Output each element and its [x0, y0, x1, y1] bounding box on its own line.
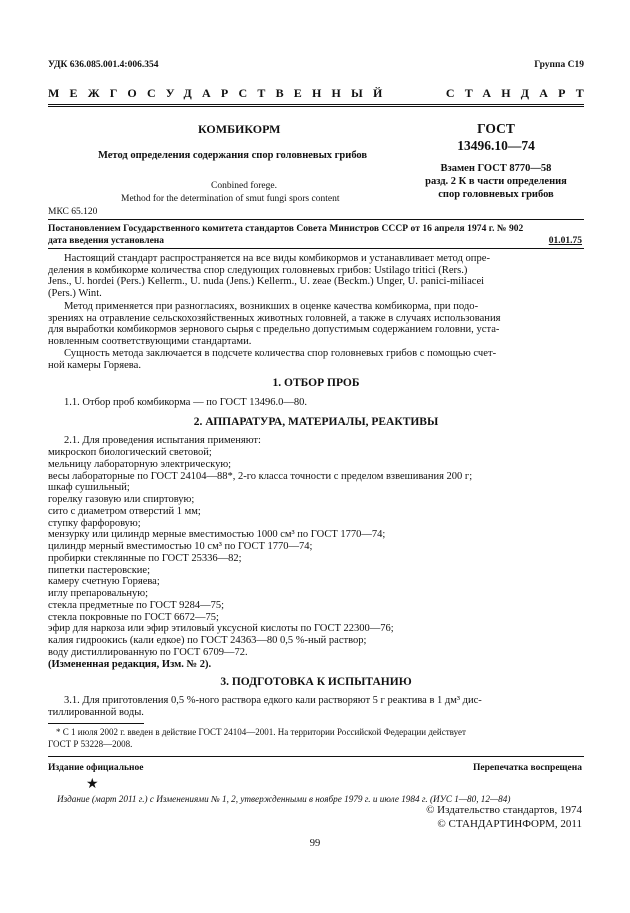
- intro-paragraph-3: [48, 348, 584, 371]
- intro-paragraph-1: [48, 253, 584, 299]
- banner-left: МЕЖГОСУДАРСТВЕННЫЙ: [48, 86, 393, 100]
- title-rule: [48, 219, 584, 220]
- footnote-rule: [48, 723, 144, 724]
- edition-info: Издание (март 2011 г.) с Изменениями № 1, 2, утвержденными в ноябре 1979 г. и июле 1984 г. (ИУС 1—80, 12—84): [57, 794, 511, 804]
- en-title-line2: Method for the determination of smut fungi spors content: [121, 194, 340, 204]
- doc-title: КОМБИКОРМ: [198, 122, 281, 136]
- section-3-line1: 3.1. Для приготовления 0,5 %-ного раствора едкого кали растворяют 5 г реактива в 1 дм³ дис-: [64, 695, 482, 706]
- list-item: пипетки пастеровские;: [48, 564, 150, 576]
- intro-p2-line: для выработки комбикормов зернового сырья с предельно допустимым содержанием головни, уста-: [48, 324, 500, 336]
- list-item: эфир для наркоза или эфир этиловый уксусной кислоты по ГОСТ 22300—76;: [48, 623, 394, 635]
- star-icon: ★: [86, 777, 99, 792]
- list-item: сито с диаметром отверстий 1 мм;: [48, 505, 201, 517]
- amendment-note: (Измененная редакция, Изм. № 2).: [48, 658, 212, 670]
- list-item: калия гидроокись (кали едкое) по ГОСТ 24363—80 0,5 %-ный раствор;: [48, 635, 367, 646]
- list-item: стекла предметные по ГОСТ 9284—75;: [48, 599, 225, 611]
- decree-rule: [48, 248, 584, 249]
- en-title-line1: Conbined forege.: [211, 181, 277, 191]
- list-item: ступку фарфоровую;: [48, 517, 141, 529]
- section-3-line2: тиллированной воды.: [48, 707, 144, 718]
- list-item: весы лабораторные по ГОСТ 24104—88*, 2-го класса точности с пределом взвешивания 200 г;: [48, 470, 473, 482]
- reprint-notice: Перепечатка воспрещена: [472, 763, 582, 773]
- section-1-text: 1.1. Отбор проб комбикорма — по ГОСТ 13496.0—80.: [64, 397, 308, 408]
- gost-number: 13496.10—74: [457, 138, 535, 153]
- copyright-1974: © Издательство стандартов, 1974: [426, 804, 582, 816]
- replaces-line3: спор головневых грибов: [438, 189, 554, 200]
- udk-code: УДК 636.085.001.4:006.354: [48, 60, 159, 70]
- section-3-heading: 3. ПОДГОТОВКА К ИСПЫТАНИЮ: [220, 676, 412, 688]
- page-number: 99: [309, 838, 321, 849]
- decree-date: 01.01.75: [548, 236, 582, 246]
- section-2-heading: 2. АППАРАТУРА, МАТЕРИАЛЫ, РЕАКТИВЫ: [193, 416, 439, 428]
- mks-code: МКС 65.120: [48, 207, 98, 217]
- intro-p1-line: деления в комбикорме количества спор следующих головневых грибов: Ustilago tritici (Rers.): [48, 264, 468, 276]
- intro-p1-line: Jens., U. hordei (Pers.) Kellerm., U. nuda (Jens.) Kellerm., U. zeae (Beckm.) Unger, U. panici-miliacei: [48, 276, 485, 288]
- footnote-line2: ГОСТ Р 53228—2008.: [48, 739, 133, 749]
- decree-line2: дата введения установлена: [48, 236, 165, 246]
- footer-rule: [48, 756, 584, 757]
- header-rule: [48, 104, 584, 105]
- banner-right: СТАНДАРТ: [445, 86, 594, 100]
- list-item: горелку газовую или спиртовую;: [48, 494, 195, 505]
- list-item: воду дистиллированную по ГОСТ 6709—72.: [48, 646, 248, 658]
- intro-p1-line: Настоящий стандарт распространяется на все виды комбикормов и устанавливает метод опре-: [64, 253, 490, 264]
- header-rule-2: [48, 106, 584, 107]
- intro-paragraph-2: [48, 301, 584, 347]
- intro-p3-line: ной камеры Горяева.: [48, 359, 142, 371]
- intro-p3-line: Сущность метода заключается в подсчете количества спор головневых грибов с помощью счет-: [64, 348, 497, 359]
- group-code: Группа С19: [534, 60, 584, 70]
- list-item: мельницу лабораторную электрическую;: [48, 458, 232, 470]
- replaces-line2: разд. 2 К в части определения: [425, 176, 567, 187]
- footnote-line1: * С 1 июля 2002 г. введен в действие ГОСТ 24104—2001. На территории Российской Федерации действует: [56, 727, 466, 737]
- gost-label: ГОСТ: [477, 121, 515, 136]
- intro-p2-line: зрениях на отравление сельскохозяйственных животных головней, а также в случаях использования: [48, 312, 501, 324]
- equipment-list: [48, 447, 472, 670]
- list-item: микроскоп биологический световой;: [48, 447, 212, 458]
- list-item: камеру счетную Горяева;: [48, 576, 160, 588]
- list-item: иглу препаровальную;: [48, 588, 149, 599]
- official-edition: Издание официальное: [48, 763, 144, 773]
- list-item: шкаф сушильный;: [48, 482, 130, 494]
- list-item: мензурку или цилиндр мерные вместимостью 1000 см³ по ГОСТ 1770—74;: [48, 529, 386, 541]
- list-item: пробирки стеклянные по ГОСТ 25336—82;: [48, 552, 242, 564]
- section-1-heading: 1. ОТБОР ПРОБ: [272, 377, 360, 389]
- intro-p2-line: новленным соответствующими стандартами.: [48, 335, 252, 347]
- replaces-line1: Взамен ГОСТ 8770—58: [440, 163, 552, 174]
- intro-p2-line: Метод применяется при разногласиях, возникших в оценке качества комбикорма, при подо-: [64, 301, 479, 312]
- doc-subtitle: Метод определения содержания спор головневых грибов: [98, 150, 368, 161]
- copyright-2011: © СТАНДАРТИНФОРМ, 2011: [437, 818, 582, 830]
- list-item: стекла покровные по ГОСТ 6672—75;: [48, 611, 219, 623]
- intro-p1-line: (Pers.) Wint.: [48, 287, 102, 299]
- section-2-intro: 2.1. Для проведения испытания применяют:: [64, 435, 261, 446]
- list-item: цилиндр мерный вместимостью 10 см³ по ГОСТ 1770—74;: [48, 541, 313, 552]
- decree-line1: Постановлением Государственного комитета стандартов Совета Министров СССР от 16 апреля 1974 г. № 902: [48, 224, 524, 234]
